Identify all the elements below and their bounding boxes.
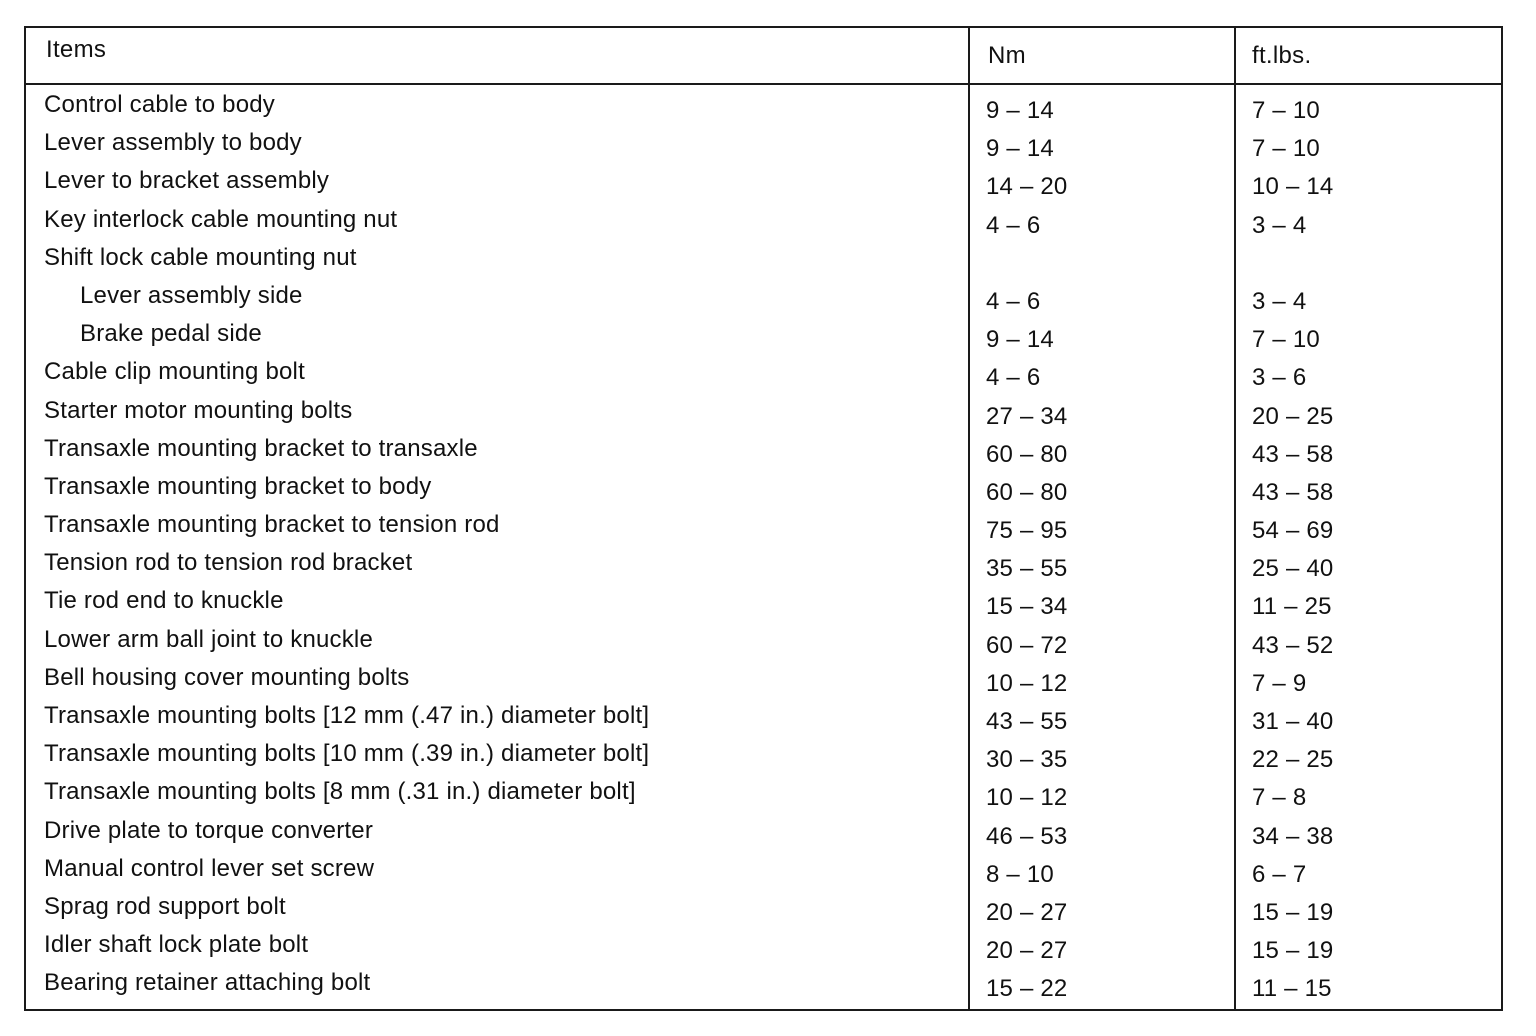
table-row — [26, 814, 1501, 852]
table-row — [26, 584, 1501, 622]
item-cell: Shift lock cable mounting nut — [44, 243, 357, 271]
table-row — [26, 661, 1501, 699]
item-cell: Lower arm ball joint to knuckle — [44, 625, 374, 653]
item-cell: Transaxle mounting bolts [8 mm (.31 in.) diameter bolt] — [44, 778, 636, 806]
nm-cell: 14 – 20 — [986, 173, 1068, 201]
item-cell: Bell housing cover mounting bolts — [44, 663, 410, 691]
ftlbs-cell: 3 – 6 — [1252, 364, 1307, 392]
table-row — [26, 623, 1501, 661]
header-divider — [26, 83, 1501, 85]
nm-cell: 30 – 35 — [986, 746, 1068, 774]
ftlbs-cell: 7 – 10 — [1252, 97, 1320, 124]
nm-cell: 20 – 27 — [986, 898, 1068, 926]
ftlbs-cell: 10 – 14 — [1252, 173, 1334, 201]
item-cell: Brake pedal side — [80, 320, 262, 348]
table-row — [26, 317, 1501, 355]
table-row — [26, 928, 1501, 966]
ftlbs-cell: 3 – 4 — [1252, 287, 1307, 315]
table-row — [26, 470, 1501, 508]
nm-cell: 4 – 6 — [986, 211, 1041, 239]
nm-cell: 43 – 55 — [986, 708, 1068, 735]
header-ftlbs: ft.lbs. — [1252, 42, 1312, 69]
ftlbs-cell: 15 – 19 — [1252, 898, 1334, 926]
nm-cell: 35 – 55 — [986, 555, 1068, 583]
table-row — [26, 852, 1501, 890]
ftlbs-cell: 7 – 10 — [1252, 135, 1320, 163]
header-nm: Nm — [988, 42, 1026, 69]
ftlbs-cell: 15 – 19 — [1252, 937, 1334, 965]
ftlbs-cell: 43 – 58 — [1252, 478, 1334, 506]
item-cell: Transaxle mounting bracket to body — [44, 472, 432, 500]
table-row — [26, 241, 1501, 279]
table-row — [26, 890, 1501, 928]
nm-cell: 9 – 14 — [986, 135, 1054, 163]
ftlbs-cell: 11 – 25 — [1252, 593, 1332, 621]
ftlbs-cell: 20 – 25 — [1252, 402, 1334, 430]
item-cell: Transaxle mounting bolts [10 mm (.39 in.) diameter bolt] — [44, 740, 650, 768]
table-body — [26, 88, 1501, 1005]
ftlbs-cell: 54 – 69 — [1252, 517, 1334, 545]
item-cell: Transaxle mounting bolts [12 mm (.47 in.) diameter bolt] — [44, 702, 650, 729]
item-cell: Sprag rod support bolt — [44, 892, 286, 920]
item-cell: Lever assembly side — [80, 281, 303, 309]
item-cell: Idler shaft lock plate bolt — [44, 931, 309, 959]
item-cell: Drive plate to torque converter — [44, 816, 374, 844]
ftlbs-cell: 31 – 40 — [1252, 708, 1334, 735]
nm-cell: 15 – 34 — [986, 593, 1068, 621]
ftlbs-cell: 43 – 58 — [1252, 440, 1334, 468]
nm-cell: 60 – 80 — [986, 440, 1068, 468]
item-cell: Control cable to body — [44, 91, 276, 118]
table-row — [26, 88, 1501, 126]
nm-cell: 60 – 80 — [986, 478, 1068, 506]
item-cell: Tie rod end to knuckle — [44, 587, 284, 615]
table-row — [26, 508, 1501, 546]
item-cell: Transaxle mounting bracket to transaxle — [44, 434, 478, 462]
table-row — [26, 432, 1501, 470]
item-cell: Cable clip mounting bolt — [44, 358, 305, 386]
nm-cell: 4 – 6 — [986, 287, 1041, 315]
table-row — [26, 126, 1501, 164]
ftlbs-cell: 22 – 25 — [1252, 746, 1334, 774]
nm-cell: 27 – 34 — [986, 402, 1068, 430]
item-cell: Starter motor mounting bolts — [44, 396, 353, 424]
table-row — [26, 203, 1501, 241]
ftlbs-cell: 7 – 10 — [1252, 326, 1320, 354]
table-row — [26, 775, 1501, 813]
item-cell: Transaxle mounting bracket to tension rod — [44, 511, 500, 539]
nm-cell: 10 – 12 — [986, 669, 1068, 697]
nm-cell: 46 – 53 — [986, 822, 1068, 850]
ftlbs-cell: 6 – 7 — [1252, 860, 1307, 888]
ftlbs-cell: 3 – 4 — [1252, 211, 1307, 239]
nm-cell: 9 – 14 — [986, 97, 1054, 124]
torque-spec-table — [24, 26, 1503, 1011]
nm-cell: 8 – 10 — [986, 860, 1054, 888]
table-row — [26, 394, 1501, 432]
ftlbs-cell: 7 – 9 — [1252, 669, 1307, 697]
nm-cell: 4 – 6 — [986, 364, 1041, 392]
item-cell: Key interlock cable mounting nut — [44, 205, 398, 233]
item-cell: Lever to bracket assembly — [44, 167, 330, 195]
item-cell: Tension rod to tension rod bracket — [44, 549, 413, 577]
table-row — [26, 164, 1501, 202]
ftlbs-cell: 25 – 40 — [1252, 555, 1334, 583]
ftlbs-cell: 43 – 52 — [1252, 631, 1334, 659]
nm-cell: 60 – 72 — [986, 631, 1068, 659]
table-row — [26, 279, 1501, 317]
nm-cell: 15 – 22 — [986, 975, 1068, 1003]
nm-cell: 75 – 95 — [986, 517, 1068, 545]
table-row — [26, 546, 1501, 584]
table-row — [26, 737, 1501, 775]
nm-cell: 10 – 12 — [986, 784, 1068, 812]
item-cell: Manual control lever set screw — [44, 854, 375, 882]
header-items: Items — [46, 36, 107, 63]
item-cell: Lever assembly to body — [44, 129, 302, 157]
item-cell: Bearing retainer attaching bolt — [44, 969, 371, 997]
table-row — [26, 699, 1501, 737]
table-row — [26, 355, 1501, 393]
nm-cell: 20 – 27 — [986, 937, 1068, 965]
ftlbs-cell: 7 – 8 — [1252, 784, 1307, 812]
ftlbs-cell: 11 – 15 — [1252, 975, 1332, 1003]
ftlbs-cell: 34 – 38 — [1252, 822, 1334, 850]
table-row — [26, 966, 1501, 1004]
nm-cell: 9 – 14 — [986, 326, 1054, 354]
